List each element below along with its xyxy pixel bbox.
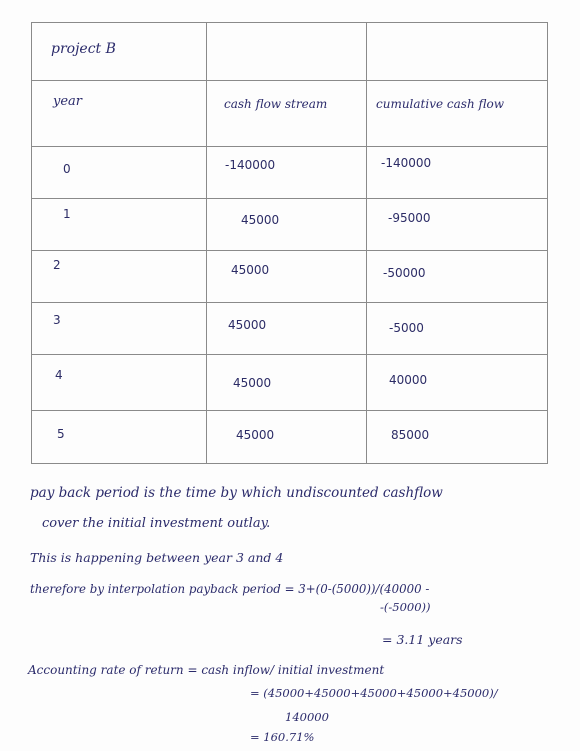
table-cell-cash-flow: 45000: [228, 318, 267, 332]
table-cell-cash-flow: 45000: [241, 213, 280, 227]
note-line-7: Accounting rate of return = cash inflow/ initial investment: [28, 663, 385, 677]
table-cell-cumulative: -5000: [389, 321, 424, 335]
table-cell-year: 2: [53, 258, 61, 272]
table-cell-year: 4: [55, 368, 63, 382]
note-line-3: This is happening between year 3 and 4: [30, 550, 284, 565]
table-cell-cash-flow: 45000: [233, 376, 272, 390]
table-cell-cash-flow: 45000: [236, 428, 275, 442]
table-cell-cumulative: -50000: [383, 266, 426, 280]
table-rule: [31, 80, 548, 81]
page-title: project B: [51, 41, 116, 57]
table-cell-year: 0: [63, 162, 71, 176]
table-rule: [31, 410, 548, 411]
table-cell-cash-flow: -140000: [225, 158, 276, 172]
table-cell-cumulative: 40000: [389, 373, 428, 387]
table-rule: [31, 22, 548, 23]
table-cell-year: 5: [57, 427, 65, 441]
table-rule: [31, 354, 548, 355]
table-rule: [206, 22, 207, 464]
table-rule: [31, 302, 548, 303]
cash-flow-table: [31, 22, 548, 464]
note-line-10: = 160.71%: [250, 730, 315, 744]
note-line-9: 140000: [285, 710, 329, 724]
table-rule: [31, 22, 32, 464]
note-line-8: = (45000+45000+45000+45000+45000)/: [250, 686, 498, 700]
table-cell-cumulative: -95000: [388, 211, 431, 225]
header-year: year: [53, 94, 83, 109]
header-cumulative: cumulative cash flow: [376, 97, 504, 111]
table-rule: [31, 250, 548, 251]
table-rule: [366, 22, 367, 464]
table-rule: [31, 146, 548, 147]
table-cell-cumulative: -140000: [381, 156, 432, 170]
note-line-5: -(-5000)): [380, 600, 431, 614]
table-cell-year: 1: [63, 207, 71, 221]
table-rule: [31, 198, 548, 199]
table-rule: [547, 22, 548, 464]
table-cell-cumulative: 85000: [391, 428, 430, 442]
note-line-4: therefore by interpolation payback period = 3+(0-(5000))/(40000 -: [30, 582, 430, 596]
header-cash-flow: cash flow stream: [224, 97, 328, 111]
note-line-2: cover the initial investment outlay.: [42, 516, 271, 531]
table-cell-year: 3: [53, 313, 61, 327]
note-line-1: pay back period is the time by which undiscounted cashflow: [30, 485, 443, 501]
note-line-6: = 3.11 years: [382, 632, 463, 647]
table-cell-cash-flow: 45000: [231, 263, 270, 277]
table-rule: [31, 463, 548, 464]
